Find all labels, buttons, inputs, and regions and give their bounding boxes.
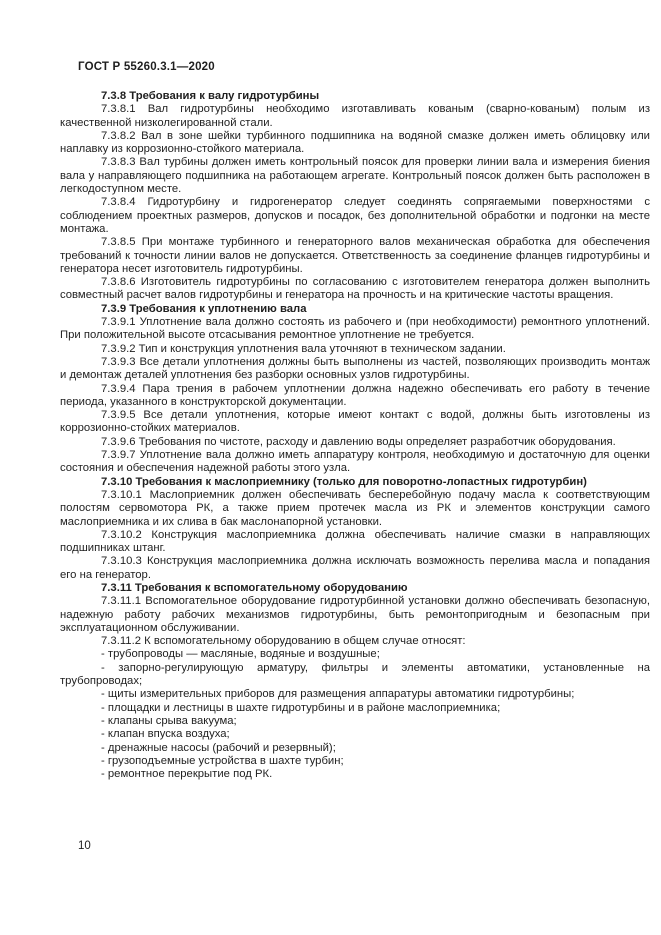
paragraph: 7.3.8.5 При монтаже турбинного и генераторного валов механическая обработка для обеспечения требований к точности линии валов не допускается. Ответственность за соединение фланцев гидротурбины и генератора несет изготовитель гидротурбины. — [60, 236, 650, 275]
paragraph: 7.3.9.4 Пара трения в рабочем уплотнении должна надежно обеспечивать его работу в течение периода, указанного в конструкторской документации. — [60, 382, 650, 408]
paragraph: 7.3.8.3 Вал турбины должен иметь контрольный поясок для проверки линии вала и измерения биения вала у направляющего подшипника на работающем агрегате. Контрольный поясок должен быть расположен в легкодоступном месте. — [60, 156, 650, 196]
list-item: - дренажные насосы (рабочий и резервный); — [101, 741, 336, 754]
list-item: - трубопроводы — масляные, водяные и воздушные; — [101, 648, 380, 661]
paragraph: 7.3.8.1 Вал гидротурбины необходимо изготавливать кованым (сварно-кованым) полым из качественной низколегированной стали. — [60, 103, 650, 129]
paragraph: 7.3.10.2 Конструкция маслоприемника должна обеспечивать наличие смазки в направляющих подшипниках штанг. — [60, 528, 650, 555]
section-heading: 7.3.9 Требования к уплотнению вала — [101, 302, 307, 315]
list-item: - ремонтное перекрытие под РК. — [101, 768, 273, 781]
paragraph: 7.3.10.1 Маслоприемник должен обеспечивать бесперебойную подачу масла к соответствующим полостям сервомотора РК, а также прием протечек масла из РК и элементов конструкции самого маслоприемника и их слива в бак маслонапорной установки. — [60, 488, 650, 528]
paragraph: 7.3.9.3 Все детали уплотнения должны быть выполнены из частей, позволяющих производить монтаж и демонтаж деталей уплотнения без разборки основных узлов гидротурбины. — [60, 355, 650, 382]
paragraph: 7.3.8.6 Изготовитель гидротурбины по согласованию с изготовителем генератора должен выполнить совместный расчет валов гидротурбины и генератора на прочность и на критические частоты вращения. — [60, 276, 650, 302]
list-item: - запорно-регулирующую арматуру, фильтры и элементы автоматики, установленные на трубопроводах; — [60, 661, 650, 688]
running-header: ГОСТ Р 55260.3.1—2020 — [78, 61, 215, 73]
section-heading: 7.3.8 Требования к валу гидротурбины — [101, 90, 320, 102]
paragraph: 7.3.9.2 Тип и конструкция уплотнения вала уточняют в техническом задании. — [101, 342, 506, 355]
paragraph: 7.3.10.3 Конструкция маслоприемника должна исключать возможность перелива масла и попадания его на генератор. — [60, 555, 650, 581]
paragraph: 7.3.11.1 Вспомогательное оборудование гидротурбинной установки должно обеспечивать безопасную, надежную работу рабочих механизмов гидротурбины, быть ремонтопригодным и безопасным при эксплуатационном обслуживании. — [60, 595, 650, 634]
list-item: - щиты измерительных приборов для размещения аппаратуры автоматики гидротурбины; — [101, 688, 575, 701]
paragraph: 7.3.9.5 Все детали уплотнения, которые имеют контакт с водой, должны быть изготовлены из коррозионно-стойких материалов. — [60, 409, 650, 435]
paragraph: 7.3.9.1 Уплотнение вала должно состоять из рабочего и (при необходимости) ремонтного уплотнений. При положительной высоте отсасывания ремонтное уплотнение не требуется. — [60, 316, 650, 342]
paragraph: 7.3.8.2 Вал в зоне шейки турбинного подшипника на водяной смазке должен иметь облицовку или наплавку из коррозионно-стойкого материала. — [60, 129, 650, 156]
paragraph: 7.3.8.4 Гидротурбину и гидрогенератор следует соединять сопрягаемыми поверхностями с соблюдением проектных размеров, допусков и посадок, без дополнительной обработки и подгонки на месте монтажа. — [60, 196, 650, 235]
section-heading: 7.3.11 Требования к вспомогательному оборудованию — [101, 581, 408, 594]
document-body — [60, 90, 650, 781]
list-item: - клапан впуска воздуха; — [101, 728, 230, 741]
list-item: - грузоподъемные устройства в шахте турбин; — [101, 754, 344, 767]
list-item: - клапаны срыва вакуума; — [101, 714, 237, 727]
page-number: 10 — [78, 840, 91, 852]
paragraph: 7.3.9.7 Уплотнение вала должно иметь аппаратуру контроля, необходимую и достаточную для оценки состояния и обеспечения надежной работы этого узла. — [60, 449, 650, 475]
list-item: - площадки и лестницы в шахте гидротурбины и в районе маслоприемника; — [101, 701, 501, 714]
paragraph: 7.3.9.6 Требования по чистоте, расходу и давлению воды определяет разработчик оборудования. — [101, 435, 616, 448]
paragraph: 7.3.11.2 К вспомогательному оборудованию в общем случае относят: — [101, 635, 466, 648]
section-heading: 7.3.10 Требования к маслоприемнику (только для поворотно-лопастных гидротурбин) — [101, 475, 587, 488]
